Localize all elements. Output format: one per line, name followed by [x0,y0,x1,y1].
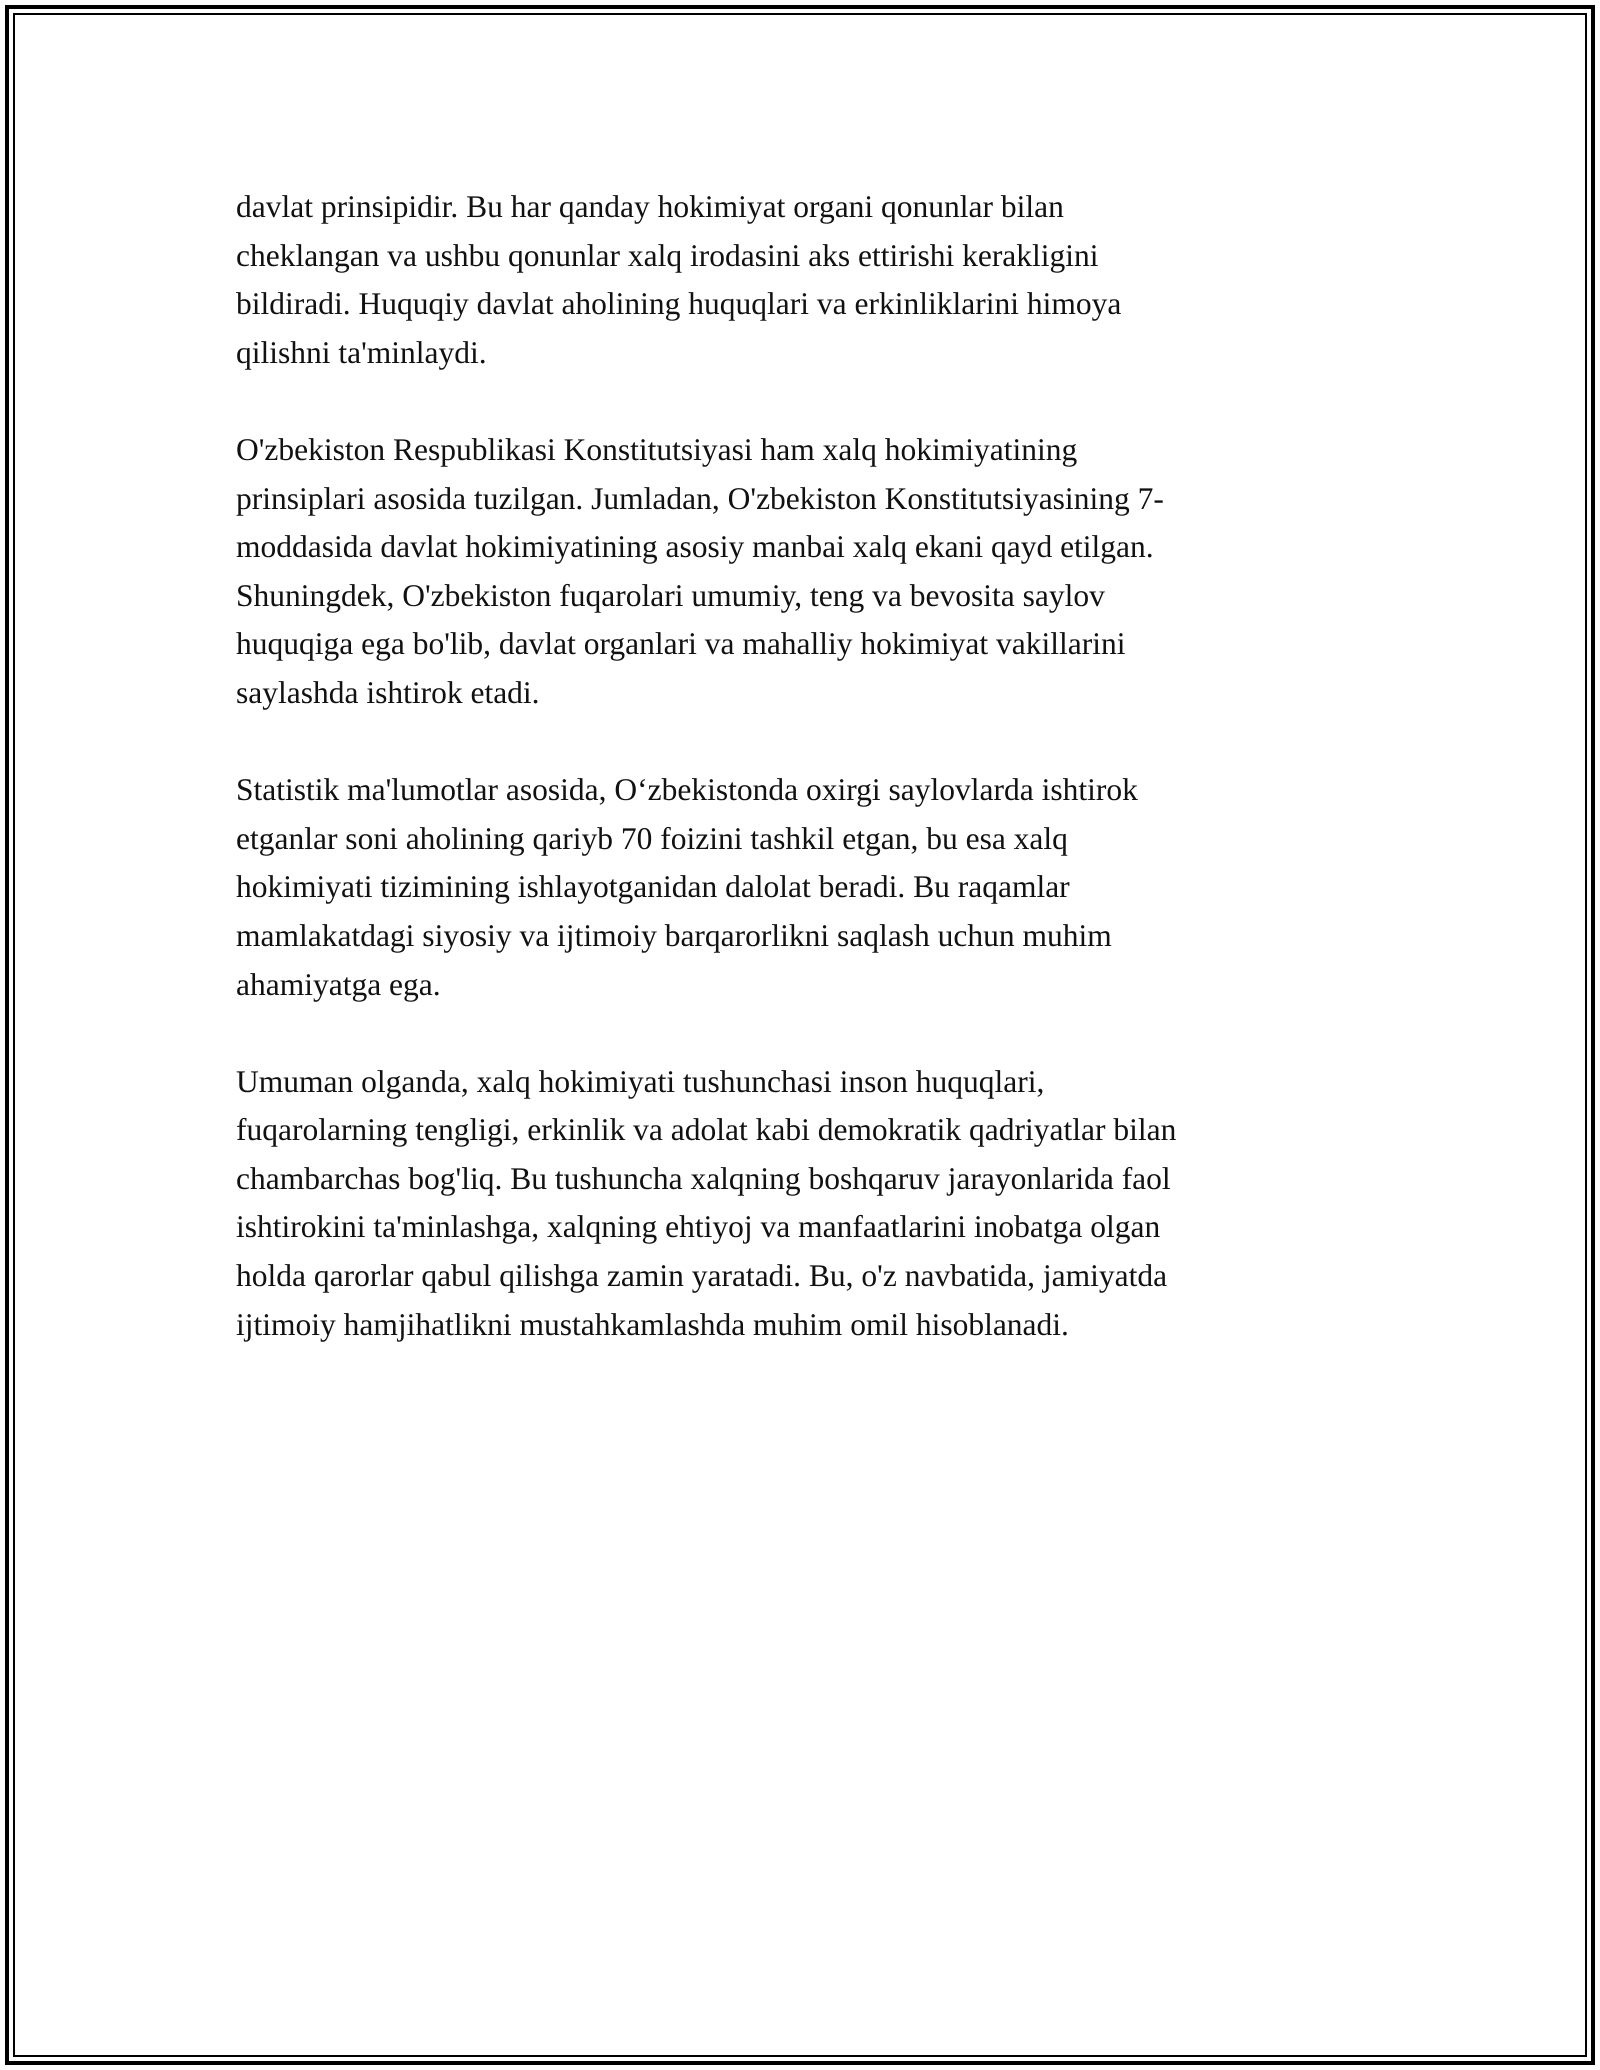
text-line: O'zbekiston Respublikasi Konstitutsiyasi ham xalq hokimiyatining [236,431,1078,467]
text-line: qilishni ta'minlaydi. [236,334,487,370]
paragraph-4 [236,1058,1366,1350]
text-line: etganlar soni aholining qariyb 70 foizini tashkil etgan, bu esa xalq [236,820,1068,856]
paragraph-3 [236,766,1366,1009]
text-line: mamlakatdagi siyosiy va ijtimoiy barqarorlikni saqlash uchun muhim [236,917,1112,953]
text-line: ijtimoiy hamjihatlikni mustahkamlashda muhim omil hisoblanadi. [236,1306,1069,1342]
text-line: davlat prinsipidir. Bu har qanday hokimiyat organi qonunlar bilan [236,189,1064,224]
document-body [236,183,1366,1398]
text-line: chambarchas bog'liq. Bu tushuncha xalqning boshqaruv jarayonlarida faol [236,1160,1171,1196]
paragraph-1 [236,183,1366,377]
text-line: Umuman olganda, xalq hokimiyati tushunchasi inson huquqlari, [236,1063,1045,1099]
text-line: prinsiplari asosida tuzilgan. Jumladan, O'zbekiston Konstitutsiyasining 7- [236,480,1164,516]
text-line: Statistik ma'lumotlar asosida, O‘zbekistonda oxirgi saylovlarda ishtirok [236,772,1138,808]
text-line: saylashda ishtirok etadi. [236,674,540,710]
text-line: Shuningdek, O'zbekiston fuqarolari umumiy, teng va bevosita saylov [236,577,1105,613]
text-line: huquqiga ega bo'lib, davlat organlari va mahalliy hokimiyat vakillarini [236,626,1126,662]
text-line: bildiradi. Huquqiy davlat aholining huquqlari va erkinliklarini himoya [236,286,1122,322]
text-line: holda qarorlar qabul qilishga zamin yaratadi. Bu, o'z navbatida, jamiyatda [236,1258,1168,1294]
paragraph-2 [236,426,1366,718]
text-line: moddasida davlat hokimiyatining asosiy manbai xalq ekani qayd etilgan. [236,529,1154,565]
text-line: ahamiyatga ega. [236,966,441,1002]
text-line: fuqarolarning tengligi, erkinlik va adolat kabi demokratik qadriyatlar bilan [236,1112,1177,1148]
text-line: ishtirokini ta'minlashga, xalqning ehtiyoj va manfaatlarini inobatga olgan [236,1209,1161,1245]
text-line: hokimiyati tizimining ishlayotganidan dalolat beradi. Bu raqamlar [236,869,1070,905]
text-line: cheklangan va ushbu qonunlar xalq irodasini aks ettirishi kerakligini [236,237,1099,273]
